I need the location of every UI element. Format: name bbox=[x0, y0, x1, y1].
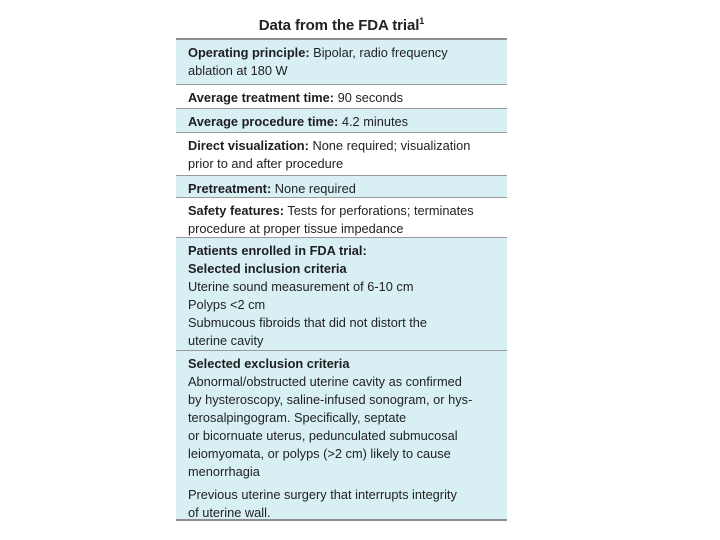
inclusion-item: Submucous fibroids that did not distort the bbox=[188, 315, 428, 330]
row-label: Direct visualization: bbox=[188, 138, 309, 153]
exclusion-text: by hysteroscopy, saline-infused sonogram, or hys- bbox=[188, 392, 473, 407]
table-row-average-procedure-time bbox=[176, 109, 507, 133]
row-value: None required; visualization bbox=[312, 138, 471, 153]
row-line bbox=[188, 89, 499, 107]
row-value: Tests for perforations; terminates bbox=[287, 203, 474, 218]
inclusion-item: Polyps <2 cm bbox=[188, 297, 266, 312]
row-value: prior to and after procedure bbox=[188, 156, 344, 171]
exclusion-text: of uterine wall. bbox=[188, 505, 271, 520]
row-label: Safety features: bbox=[188, 203, 285, 218]
table-row-average-treatment-time bbox=[176, 85, 507, 109]
table-row-exclusion-criteria bbox=[176, 351, 507, 521]
table-row-operating-principle bbox=[176, 40, 507, 85]
inclusion-heading: Selected inclusion criteria bbox=[188, 261, 347, 276]
exclusion-text: terosalpingogram. Specifically, septate bbox=[188, 410, 407, 425]
table-row-safety-features bbox=[176, 198, 507, 238]
row-line bbox=[188, 180, 499, 198]
row-line bbox=[188, 44, 499, 62]
table-row-inclusion-criteria bbox=[176, 238, 507, 351]
inclusion-heading: Patients enrolled in FDA trial: bbox=[188, 243, 367, 258]
row-line bbox=[188, 113, 499, 131]
table-row-pretreatment bbox=[176, 176, 507, 198]
table-title bbox=[176, 16, 507, 34]
row-label: Average procedure time: bbox=[188, 114, 339, 129]
row-value: procedure at proper tissue impedance bbox=[188, 221, 404, 236]
inclusion-item: uterine cavity bbox=[188, 333, 264, 348]
exclusion-text: Previous uterine surgery that interrupts integrity bbox=[188, 487, 457, 502]
row-value: 4.2 minutes bbox=[341, 114, 409, 129]
row-label: Pretreatment: bbox=[188, 181, 272, 196]
row-line bbox=[188, 202, 499, 220]
footnote-marker: 1 bbox=[419, 16, 425, 26]
table-row-direct-visualization bbox=[176, 133, 507, 176]
fda-trial-table bbox=[176, 38, 507, 521]
row-label: Operating principle: bbox=[188, 45, 310, 60]
exclusion-heading: Selected exclusion criteria bbox=[188, 356, 350, 371]
row-line bbox=[188, 137, 499, 155]
row-value: 90 seconds bbox=[337, 90, 404, 105]
row-value: None required bbox=[274, 181, 356, 196]
exclusion-text: leiomyomata, or polyps (>2 cm) likely to cause bbox=[188, 446, 451, 461]
row-value: Bipolar, radio frequency bbox=[313, 45, 448, 60]
exclusion-text: Abnormal/obstructed uterine cavity as confirmed bbox=[188, 374, 462, 389]
table-title-text: Data from the FDA trial bbox=[258, 17, 420, 34]
row-value: ablation at 180 W bbox=[188, 63, 288, 78]
exclusion-text: menorrhagia bbox=[188, 464, 260, 479]
row-label: Average treatment time: bbox=[188, 90, 335, 105]
inclusion-item: Uterine sound measurement of 6-10 cm bbox=[188, 279, 414, 294]
exclusion-text: or bicornuate uterus, pedunculated submucosal bbox=[188, 428, 458, 443]
